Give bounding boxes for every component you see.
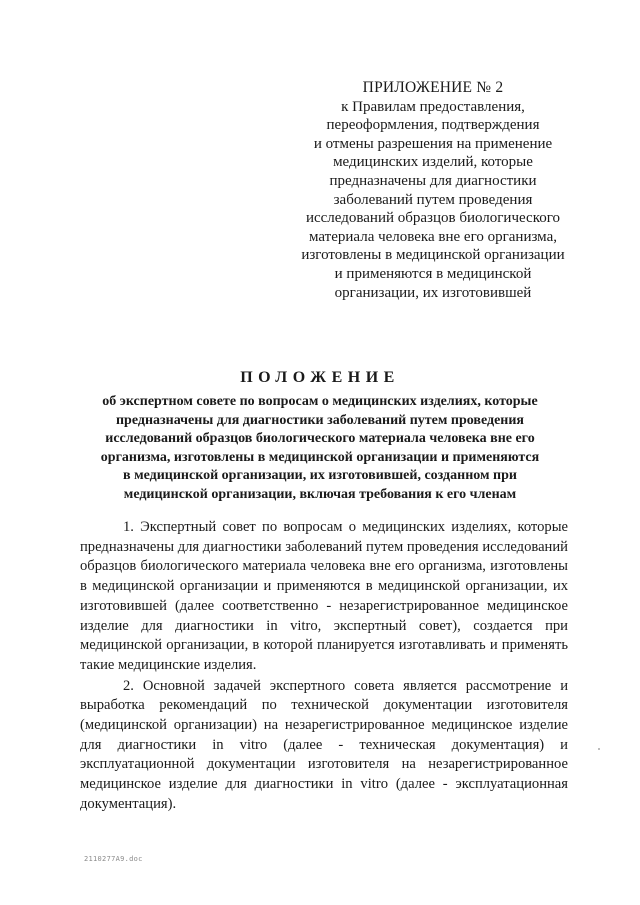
document-heading <box>60 369 580 505</box>
appendix-line: и отмены разрешения на применение <box>313 135 553 152</box>
document-title: ПОЛОЖЕНИЕ <box>240 369 400 386</box>
appendix-line: и применяются в медицинской <box>334 265 532 282</box>
appendix-line: изготовлены в медицинской организации <box>301 247 565 264</box>
appendix-line: переоформления, подтверждения <box>326 117 540 134</box>
subtitle-line: об экспертном совете по вопросам о медицинских изделиях, которые <box>102 394 538 409</box>
appendix-title: ПРИЛОЖЕНИЕ № 2 <box>362 79 504 96</box>
subtitle-line: предназначены для диагностики заболеваний путем проведения <box>115 412 525 428</box>
appendix-line: заболеваний путем проведения <box>333 191 533 208</box>
subtitle-line: в медицинской организации, их изготовившей, созданном при <box>123 468 517 484</box>
appendix-line: предназначены для диагностики <box>329 172 537 189</box>
subtitle-line: организма, изготовлены в медицинской организации и применяются <box>100 449 540 465</box>
appendix-line: материала человека вне его организма, <box>309 228 557 245</box>
paragraph-2: 2. Основной задачей экспертного совета является рассмотрение и выработка рекомендаций по технической документации изготовителя (медицинской организации) на незарегистрированное медицинское изделие для диагностики in vitro (далее - техническая документация) и эксплуатационной документации изготовителя на незарегистрированное медицинское изделие для диагностики in vitro (далее - эксплуатационная документация). <box>80 677 568 812</box>
appendix-line: организации, их изготовившей <box>334 284 532 301</box>
appendix-block <box>283 79 583 302</box>
file-code-footer: 2110277А9.doc <box>84 855 143 863</box>
document-body <box>80 518 568 816</box>
appendix-line: медицинских изделий, которые <box>333 154 533 171</box>
appendix-line: к Правилам предоставления, <box>341 98 525 115</box>
subtitle-line: медицинской организации, включая требования к его членам <box>123 486 517 502</box>
paragraph-1: 1. Экспертный совет по вопросам о медицинских изделиях, которые предназначены для диагностики заболеваний путем проведения исследований образцов биологического материала человека вне его организма, изготовлены в медицинской организации и применяются в медицинской организации, их изготовившей (далее соответственно - незарегистрированное медицинское изделие для диагностики in vitro, экспертный совет), создается при медицинской организации, в которой планируется изготавливать и применять такие медицинские изделия. <box>80 519 568 673</box>
scan-speck <box>598 748 600 750</box>
document-subtitle <box>60 393 580 505</box>
appendix-line: исследований образцов биологического <box>305 210 561 227</box>
subtitle-line: исследований образцов биологического материала человека вне его <box>105 431 535 447</box>
